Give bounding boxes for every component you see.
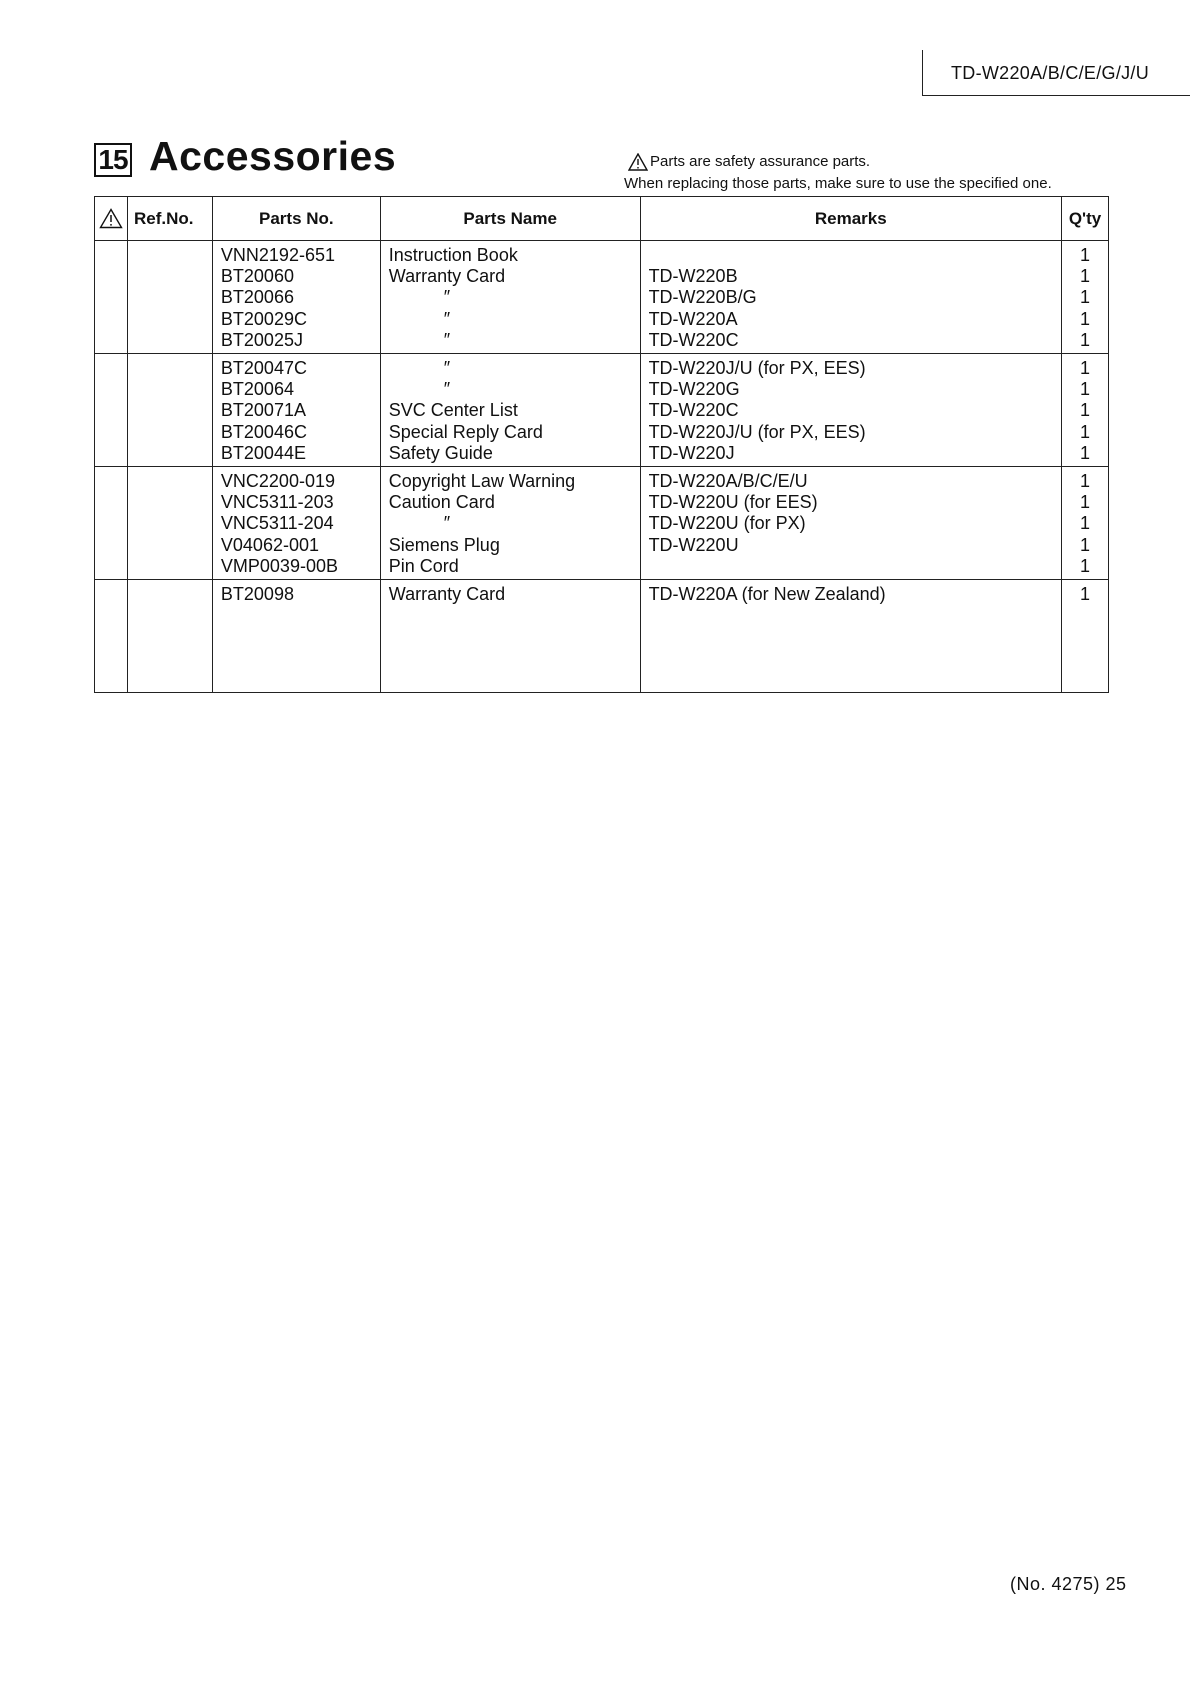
qty: 1 (1080, 442, 1091, 463)
ditto-mark: ″ (443, 513, 451, 534)
parts-name-cell (380, 580, 640, 693)
parts-name: Instruction Book (388, 245, 518, 265)
remarks: TD-W220G (648, 379, 740, 400)
qty: 1 (1080, 400, 1091, 421)
parts-no: VNC5311-203 (220, 492, 334, 513)
remarks-cell (640, 241, 1061, 354)
parts-no: BT20025J (220, 329, 303, 350)
remarks: TD-W220C (648, 400, 739, 421)
parts-name: Caution Card (388, 492, 495, 513)
qty: 1 (1080, 513, 1091, 534)
remarks: TD-W220A (648, 308, 738, 329)
qty-cell (1062, 354, 1109, 467)
parts-no: BT20046C (220, 421, 307, 442)
qty: 1 (1080, 421, 1091, 442)
parts-name: Special Reply Card (388, 421, 543, 442)
remarks: TD-W220B (648, 266, 738, 287)
remarks: TD-W220J/U (for PX, EES) (648, 421, 866, 442)
parts-no: VMP0039-00B (220, 555, 338, 576)
qty: 1 (1080, 287, 1091, 308)
ref-no-cell (127, 580, 212, 693)
parts-name: Warranty Card (388, 266, 506, 287)
remarks: TD-W220A (for New Zealand) (648, 584, 886, 604)
ref-no-cell (127, 467, 212, 580)
remarks: TD-W220U (for EES) (648, 492, 818, 513)
parts-name: Safety Guide (388, 442, 493, 463)
remarks: TD-W220J/U (for PX, EES) (648, 358, 866, 378)
safety-cell (95, 467, 128, 580)
warning-triangle-icon (99, 208, 123, 229)
remarks-cell (640, 580, 1061, 693)
parts-no-cell (212, 241, 380, 354)
parts-no: BT20064 (220, 379, 294, 400)
parts-no: BT20060 (220, 266, 294, 287)
header-qty: Q'ty (1062, 197, 1109, 241)
table-row-group (95, 241, 1109, 354)
qty: 1 (1080, 534, 1091, 555)
safety-cell (95, 354, 128, 467)
parts-no-cell (212, 467, 380, 580)
parts-name: Siemens Plug (388, 534, 500, 555)
table-row-group (95, 354, 1109, 467)
parts-name-cell (380, 241, 640, 354)
safety-note-line2: When replacing those parts, make sure to use the specified one. (624, 175, 1052, 192)
ditto-mark: ″ (443, 329, 451, 350)
header-ref-no: Ref.No. (127, 197, 212, 241)
remarks-cell (640, 467, 1061, 580)
table-header-row (95, 197, 1109, 241)
table-row-group (95, 467, 1109, 580)
ditto-mark: ″ (443, 308, 451, 329)
model-header: TD-W220A/B/C/E/G/J/U (922, 50, 1190, 96)
remarks: TD-W220A/B/C/E/U (648, 471, 808, 491)
parts-name: Pin Cord (388, 555, 459, 576)
parts-no: VNC5311-204 (220, 513, 334, 534)
ditto-mark: ″ (443, 379, 451, 400)
qty-cell (1062, 241, 1109, 354)
safety-cell (95, 241, 128, 354)
qty-cell (1062, 467, 1109, 580)
remarks: TD-W220C (648, 329, 739, 350)
parts-no: BT20044E (220, 442, 306, 463)
remarks: TD-W220U (648, 534, 739, 555)
parts-name: Warranty Card (388, 584, 506, 604)
remarks: TD-W220U (for PX) (648, 513, 806, 534)
parts-name-cell (380, 467, 640, 580)
parts-name: Copyright Law Warning (388, 471, 576, 491)
qty: 1 (1080, 308, 1091, 329)
qty: 1 (1080, 266, 1091, 287)
accessories-table (94, 196, 1109, 693)
parts-no: VNC2200-019 (220, 471, 335, 491)
parts-no-cell (212, 354, 380, 467)
qty: 1 (1080, 584, 1091, 604)
ditto-mark: ″ (443, 358, 451, 378)
safety-cell (95, 580, 128, 693)
qty: 1 (1080, 555, 1091, 576)
qty-cell (1062, 580, 1109, 693)
qty: 1 (1080, 492, 1091, 513)
parts-name-cell (380, 354, 640, 467)
safety-note-line1: Parts are safety assurance parts. (650, 153, 871, 170)
header-parts-no: Parts No. (212, 197, 380, 241)
parts-no: BT20098 (220, 584, 294, 604)
remarks: TD-W220J (648, 442, 735, 463)
qty: 1 (1080, 471, 1091, 491)
qty: 1 (1080, 329, 1091, 350)
section-title: Accessories (149, 133, 397, 179)
ditto-mark: ″ (443, 287, 451, 308)
header-safety-mark (95, 197, 128, 241)
parts-name: SVC Center List (388, 400, 518, 421)
parts-no: V04062-001 (220, 534, 319, 555)
warning-triangle-icon (628, 153, 648, 171)
parts-no: BT20029C (220, 308, 307, 329)
remarks (649, 556, 1061, 577)
remarks (649, 245, 1061, 266)
section-number: 15 (94, 143, 132, 177)
qty: 1 (1080, 358, 1091, 378)
ref-no-cell (127, 241, 212, 354)
qty: 1 (1080, 245, 1091, 265)
header-parts-name: Parts Name (380, 197, 640, 241)
safety-note (624, 150, 1052, 195)
header-remarks: Remarks (640, 197, 1061, 241)
parts-no-cell (212, 580, 380, 693)
parts-no: VNN2192-651 (220, 245, 335, 265)
parts-no: BT20066 (220, 287, 294, 308)
ref-no-cell (127, 354, 212, 467)
remarks: TD-W220B/G (648, 287, 757, 308)
page-number: (No. 4275) 25 (1010, 1574, 1127, 1594)
parts-no: BT20047C (220, 358, 307, 378)
parts-no: BT20071A (220, 400, 306, 421)
qty: 1 (1080, 379, 1091, 400)
table-row-group (95, 580, 1109, 693)
remarks-cell (640, 354, 1061, 467)
